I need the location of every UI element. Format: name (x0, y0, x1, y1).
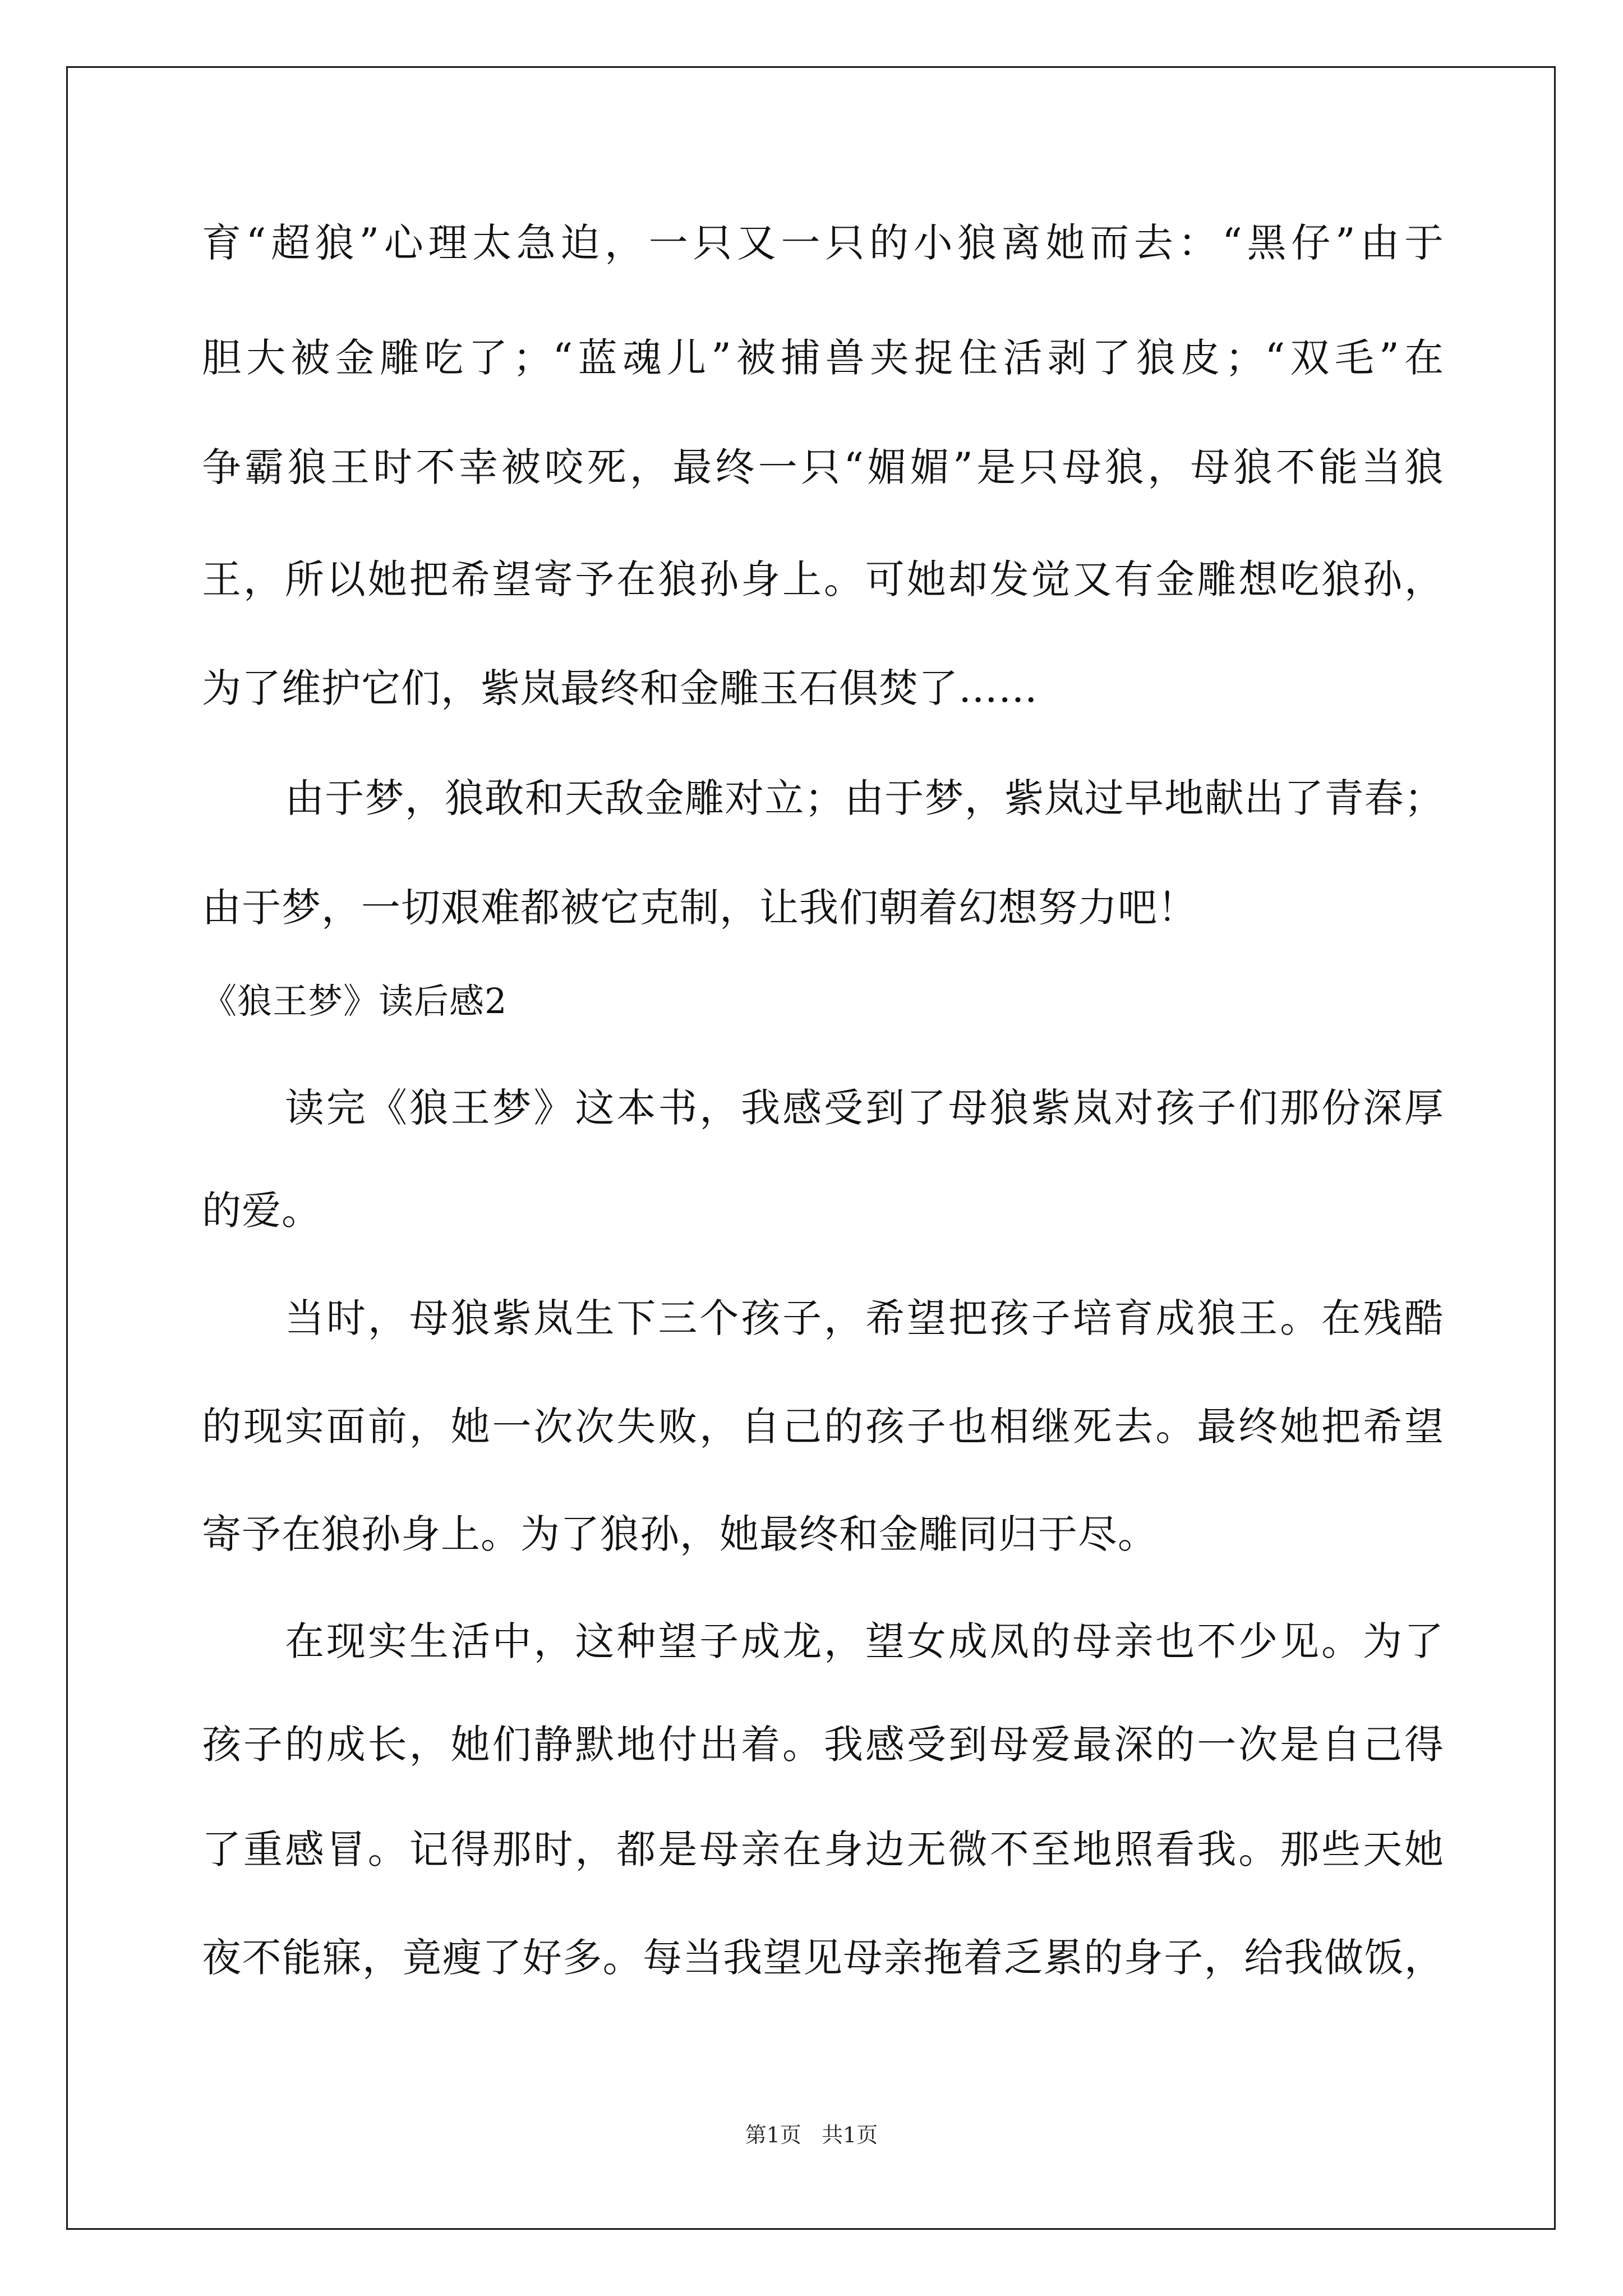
text-line: 的现实面前，她一次次失败，自己的孩子也相继死去。最终她把希望 (202, 1404, 1444, 1450)
paragraph-start-line: 由于梦，狼敢和天敌金雕对立；由于梦，紫岚过早地献出了青春； (285, 775, 1444, 821)
text-line: 寄予在狼孙身上。为了狼孙，她最终和金雕同归于尽。 (202, 1511, 1158, 1557)
page-border (66, 66, 1556, 2230)
paragraph-start-line: 在现实生活中，这种望子成龙，望女成凤的母亲也不少见。为了 (285, 1618, 1444, 1664)
text-line: 的爱。 (202, 1188, 321, 1234)
text-line: 由于梦，一切艰难都被它克制，让我们朝着幻想努力吧！ (202, 885, 1197, 931)
section-heading: 《狼王梦》读后感2 (202, 981, 508, 1022)
text-line: 为了维护它们，紫岚最终和金雕玉石俱焚了…… (202, 665, 1038, 711)
text-line: 夜不能寐，竟瘦了好多。每当我望见母亲拖着乏累的身子，给我做饭， (202, 1935, 1444, 1981)
text-line: 王，所以她把希望寄予在狼孙身上。可她却发觉又有金雕想吃狼孙， (202, 556, 1444, 602)
text-line: 了重感冒。记得那时，都是母亲在身边无微不至地照看我。那些天她 (202, 1826, 1444, 1872)
text-line: 孩子的成长，她们静默地付出着。我感受到母爱最深的一次是自己得 (202, 1722, 1444, 1768)
text-line: 育“超狼”心理太急迫，一只又一只的小狼离她而去：“黑仔”由于 (202, 220, 1444, 266)
text-line: 争霸狼王时不幸被咬死，最终一只“媚媚”是只母狼，母狼不能当狼 (202, 444, 1444, 490)
paragraph-start-line: 读完《狼王梦》这本书，我感受到了母狼紫岚对孩子们那份深厚 (285, 1085, 1444, 1131)
text-line: 胆大被金雕吃了；“蓝魂儿”被捕兽夹捉住活剥了狼皮；“双毛”在 (202, 335, 1444, 381)
page-number-footer: 第1页 共1页 (745, 2123, 878, 2147)
paragraph-start-line: 当时，母狼紫岚生下三个孩子，希望把孩子培育成狼王。在残酷 (285, 1295, 1444, 1341)
